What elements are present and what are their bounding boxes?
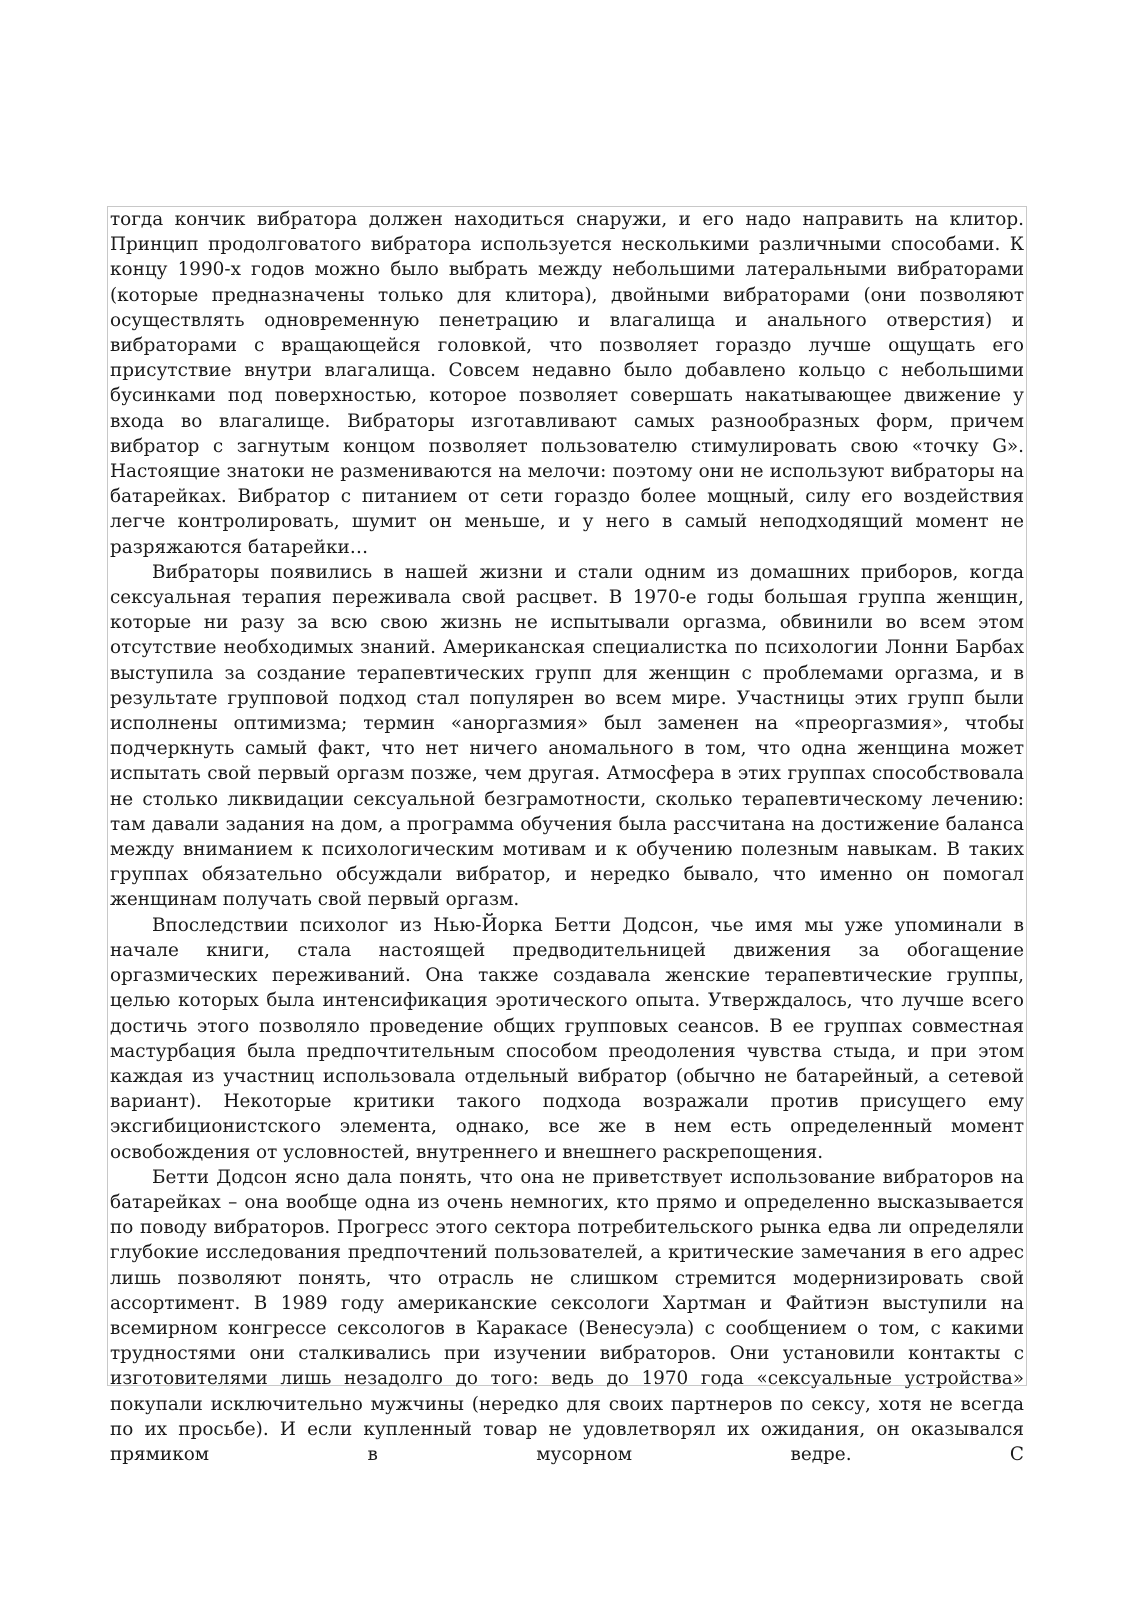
text-frame (107, 206, 1027, 1465)
paragraph-3: Впоследствии психолог из Нью-Йорка Бетти Додсон, чье имя мы уже упоминали в начале книги, стала настоящей предводительницей движения за обогащение оргазмических переживаний. Она также создавала женские терапевтические группы, целью которых была интенсификация эротического опыта. Утверждалось, что лучше всего достичь этого позволяло проведение общих групповых сеансов. В ее группах совместная мастурбация была предпочтительным способом преодоления чувства стыда, и при этом каждая из участниц использовала отдельный вибратор (обычно не батарейный, а сетевой вариант). Некоторые критики такого подхода возражали против присущего ему эксгибиционистского элемента, однако, все же в нем есть определенный момент освобождения от условностей, внутреннего и внешнего раскрепощения. (110, 914, 1024, 1163)
paragraph-1: тогда кончик вибратора должен находиться снаружи, и его надо направить на клитор. Принцип продолговатого вибратора используется несколькими различными способами. К концу 1990-х годов можно было выбрать между небольшими латеральными вибраторами (которые предназначены только для клитора), двойными вибраторами (они позволяют осуществлять одновременную пенетрацию и влагалища и анального отверстия) и вибраторами с вращающейся головкой, что позволяет гораздо лучше ощущать его присутствие внутри влагалища. Совсем недавно было добавлено кольцо с небольшими бусинками под поверхностью, которое позволяет совершать накатывающее движение у входа во влагалище. Вибраторы изготавливают самых разнообразных форм, причем вибратор с загнутым концом позволяет пользователю стимулировать свою «точку G». Настоящие знатоки не размениваются на мелочи: поэтому они не используют вибраторы на батарейках. Вибратор с питанием от сети гораздо более мощный, силу его воздействия легче контролировать, шумит он меньше, и у него в самый неподходящий момент не разряжаются батарейки… (110, 209, 1024, 558)
paragraph-4: Бетти Додсон ясно дала понять, что она не приветствует использование вибраторов на батарейках – она вообще одна из очень немногих, кто прямо и определенно высказывается по поводу вибраторов. Прогресс этого сектора потребительского рынка едва ли определяли глубокие исследования предпочтений пользователей, а критические замечания в его адрес лишь позволяют понять, что отрасль не слишком стремится модернизировать свой ассортимент. В 1989 году американские сексологи Хартман и Файтиэн выступили на всемирном конгрессе сексологов в Каракасе (Венесуэла) с сообщением о том, с какими трудностями они сталкивались при изучении вибраторов. Они установили контакты с изготовителями лишь незадолго до того: ведь до 1970 года «сексуальные устройства» покупали исключительно мужчины (нередко для своих партнеров по сексу, хотя не всегда по их просьбе). И если купленный товар не удовлетворял их ожидания, он оказывался прямиком в мусорном ведре. С (110, 1166, 1024, 1465)
paragraph-2: Вибраторы появились в нашей жизни и стали одним из домашних приборов, когда сексуальная терапия переживала свой расцвет. В 1970-е годы большая группа женщин, которые ни разу за всю свою жизнь не испытывали оргазма, обвинили во всем этом отсутствие необходимых знаний. Американская специалистка по психологии Лонни Барбах выступила за создание терапевтических групп для женщин с проблемами оргазма, и в результате групповой подход стал популярен во всем мире. Участницы этих групп были исполнены оптимизма; термин «аноргазмия» был заменен на «преоргазмия», чтобы подчеркнуть самый факт, что нет ничего аномального в том, что одна женщина может испытать свой первый оргазм позже, чем другая. Атмосфера в этих группах способствовала не столько ликвидации сексуальной безграмотности, сколько терапевтическому лечению: там давали задания на дом, а программа обучения была рассчитана на достижение баланса между вниманием к психологическим мотивам и к обучению полезным навыкам. В таких группах обязательно обсуждали вибратор, и нередко бывало, что именно он помогал женщинам получать свой первый оргазм. (110, 561, 1024, 911)
